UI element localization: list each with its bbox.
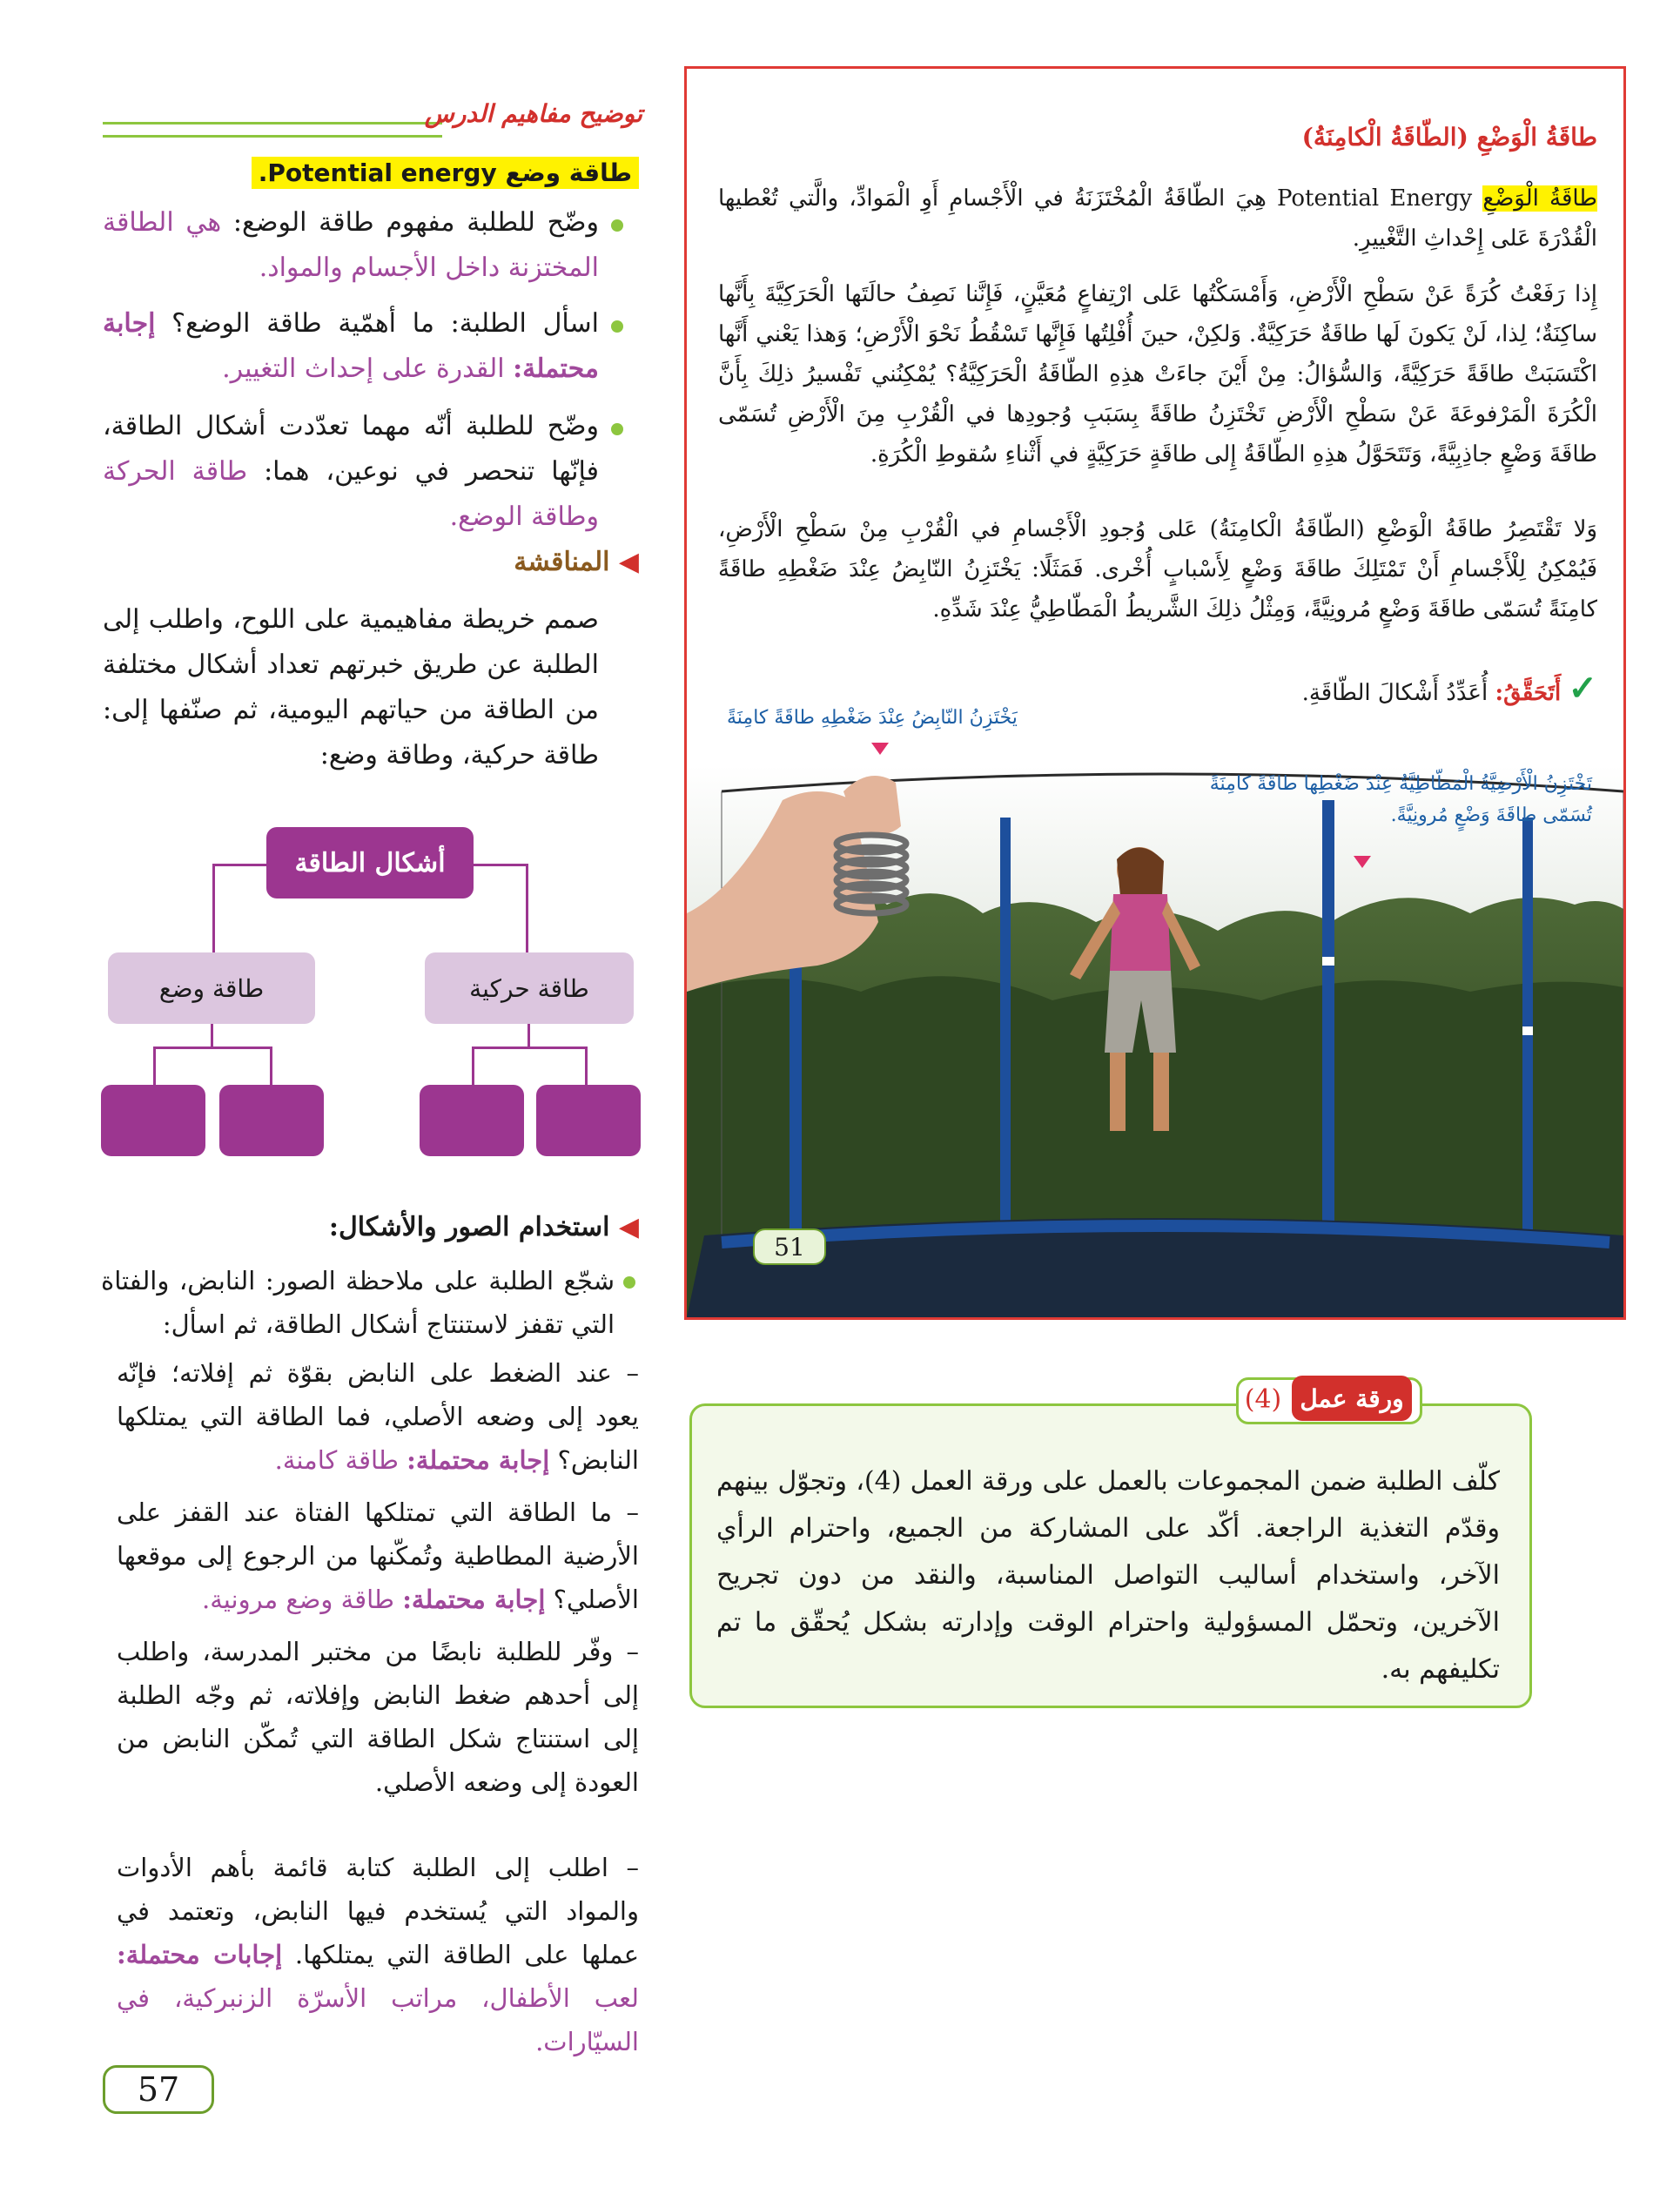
worksheet-badge: ورقة عمل (1292, 1376, 1412, 1421)
textbook-page (684, 66, 1626, 1320)
worksheet-number: (4) (1244, 1383, 1282, 1415)
bullet-dot (611, 320, 623, 333)
bullet-importance: اسأل الطلبة: ما أهمّية طاقة الوضع؟ إجابة محتملة: القدرة على إحداث التغيير. (103, 308, 599, 384)
map-empty-box (101, 1085, 205, 1156)
map-empty-box (219, 1085, 324, 1156)
activity-list: – اطلب إلى الطلبة كتابة قائمة بأهم الأدوات والمواد التي يُستخدم فيها النابض، وتعتمد في عملها على الطاقة التي يمتلكها. إجابات محتملة: لعب الأطفال، مراتب الأسرّة الزنبركية، في السيّارات. (117, 1853, 640, 2056)
trampoline-photo (687, 765, 1623, 1317)
textbook-page-number: 51 (753, 1228, 826, 1265)
potential-energy-title: طاقة وضع Potential energy. (252, 157, 639, 189)
bullet-dot (611, 219, 623, 232)
map-empty-box (536, 1085, 641, 1156)
bullet-forms: وضّح للطلبة أنّه مهما تعدّدت أشكال الطاقة، فإنّها تنحصر في نوعين، هما: طاقة الحركة وطاقة الوضع. (103, 411, 599, 532)
triangle-marker-icon: ◀ (618, 1212, 639, 1242)
question-spring: – عند الضغط على النابض بقوّة ثم إفلاته؛ فإنّه يعود إلى وضعه الأصلي، فما الطاقة التي يمتلكها النابض؟ إجابة محتملة: طاقة كامنة. (117, 1358, 640, 1475)
map-connector (211, 1024, 213, 1048)
caption-pointer-icon (871, 743, 889, 755)
textbook-paragraph-3: وَلا تَقْتَصِرُ طاقَةُ الْوَضْعِ (الطّاقَةُ الْكامِنَةُ) عَلى وُجودِ الْأَجْسامِ في الْقُرْبِ مِنْ سَطْحِ الْأَرْضِ، فَيُمْكِنُ لِلْأَجْسامِ أَنْ تَمْتَلِكَ طاقَةَ وَضْعٍ لِأَسْبابٍ أُخْرى. فَمَثَلًا: يَخْتَزِنُ النّابِضُ عِنْدَ ضَغْطِهِ طاقَةً كامِنَةً تُسَمّى طاقَةَ وَضْعٍ مُرونِيَّةً، وَمِثْلُ ذلِكَ الشَّريطُ الْمَطّاطِيُّ عِنْدَ شَدِّهِ. (718, 516, 1597, 623)
map-connector (270, 1047, 272, 1085)
map-connector (472, 1047, 587, 1049)
triangle-marker-icon: ◀ (618, 547, 639, 577)
map-potential-box: طاقة وضع (108, 952, 315, 1024)
map-kinetic-box: طاقة حركية (425, 952, 634, 1024)
textbook-paragraph-2: إِذا رَفَعْتُ كُرَةً عَنْ سَطْحِ الْأَرْضِ، وَأَمْسَكْتُها عَلى ارْتِفاعٍ مُعَيَّنٍ، فَإِنَّنا نَصِفُ حالَتَها الْحَرَكِيَّةَ بِأَنَّها ساكِنَةٌ؛ لِذا، لَنْ يَكونَ لَها طاقَةٌ حَرَكِيَّةٌ. وَلكِنْ، حينَ أُفْلِتُها فَإِنَّها تَسْقُطُ نَحْوَ الْأَرْضِ؛ وَهذا يَعْني أَنَّها اكْتَسَبَتْ طاقَةً حَرَكِيَّةً، وَالسُّؤالُ: مِنْ أَيْنَ جاءَتْ هذِهِ الطّاقَةُ الْحَرَكِيَّةُ؟ يُمْكِنُني تَفْسيرُ ذلِكَ بِأَنَّ الْكُرَةَ الْمَرْفوعَةَ عَنْ سَطْحِ الْأَرْضِ تَخْتَزِنُ طاقَةً بِسَبَبِ وُجودِها في الْقُرْبِ مِنَ الْأَرْضِ تُسَمّى طاقَةَ وَضْعٍ جاذِبِيَّةً، وَتَتَحَوَّلُ هذِهِ الطّاقَةُ إِلى طاقَةٍ حَرَكِيَّةٍ في أَثْناءِ سُقوطِ الْكُرَةِ. (718, 281, 1598, 468)
map-connector (526, 864, 528, 952)
map-connector (528, 1024, 530, 1048)
worksheet-text: كلّف الطلبة ضمن المجموعات بالعمل على ورقة العمل (4)، وتجوّل بينهم وقدّم التغذية الراجعة. أكّد على المشاركة من الجميع، واحترام الرأي الآخر، واستخدام أساليب التواصل المناسبة، والنقد من دون تجريح الآخرين، وتحمّل المسؤولية واحترام الوقت وإدارته بشكل يُحقّق ما تم تكليفهم به. (716, 1466, 1500, 1685)
images-intro: شجّع الطلبة على ملاحظة الصور: النابض، والفتاة التي تقفز لاستنتاج أشكال الطاقة، ثم اسأل: (101, 1266, 615, 1339)
activity-spring: – وفّر للطلبة نابضًا من مختبر المدرسة، واطلب إلى أحدهم ضغط النابض وإفلاته، ثم وجّه الطلبة إلى استنتاج شكل الطاقة التي تُمكّن النابض من العودة إلى وضعه الأصلي. (117, 1637, 639, 1797)
discussion-heading: ◀ المناقشة (514, 547, 639, 577)
bullet-concept: وضّح للطلبة مفهوم طاقة الوضع: هي الطاقة المختزنة داخل الأجسام والمواد. (103, 207, 599, 283)
textbook-paragraph-1: طاقَةُ الْوَضْعِ Potential Energy هِيَ الطّاقَةُ الْمُخْتَزَنَةُ في الْأَجْسامِ أَوِ الْمَوادِّ، والَّتي تُعْطيها الْقُدْرَةَ عَلى إِحْداثِ التَّغْييرِ. (718, 185, 1598, 252)
checkmark-icon: ✓ (1568, 668, 1597, 709)
map-root-box: أشكال الطاقة (266, 827, 474, 898)
header-title: توضيح مفاهيم الدرس (424, 99, 642, 128)
guide-page-number: 57 (103, 2065, 214, 2114)
map-empty-box (420, 1085, 524, 1156)
discussion-text: صمم خريطة مفاهيمية على اللوح، واطلب إلى الطلبة عن طريق خبرتهم تعداد أشكال مختلفة من الطاقة من حياتهم اليومية، ثم صنّفها إلى: طاقة حركية، وطاقة وضع: (103, 604, 599, 771)
header-rule (103, 122, 442, 138)
map-connector (153, 1047, 272, 1049)
map-connector (585, 1047, 588, 1085)
map-connector (472, 1047, 474, 1085)
section-header (103, 99, 642, 138)
worksheet-box (689, 1403, 1532, 1708)
bullet-dot (611, 423, 623, 435)
bullet-dot (623, 1276, 635, 1289)
textbook-title: طاقَةُ الْوَضْعِ (الطّاقَةُ الْكامِنَةُ) (1301, 123, 1597, 151)
question-girl: – ما الطاقة التي تمتلكها الفتاة عند القفز على الأرضية المطاطية وتُمكّنها من الرجوع إلى موقعها الأصلي؟ إجابة محتملة: طاقة وضع مرونية. (117, 1497, 640, 1614)
trampoline-caption: تَخْتَزِنُ الْأَرْضِيَّةُ الْمَطّاطِيَّةُ عِنْدَ ضَغْطِها طاقَةً كامِنَةً تُسَمّى طاقَةَ وَضْعٍ مُرونِيَّةً. (1209, 773, 1592, 826)
trampoline-illustration (687, 765, 1623, 1317)
map-connector (153, 1047, 156, 1085)
images-heading: ◀ استخدام الصور والأشكال: (328, 1212, 639, 1242)
spring-caption: يَخْتَزِنُ النّابِضُ عِنْدَ ضَغْطِهِ طاقَةً كامِنَةً (727, 707, 1018, 729)
map-connector (212, 864, 215, 952)
caption-pointer-icon (1354, 856, 1371, 868)
check-question: ✓ أَتَحَقَّقُ: أُعَدِّدُ أَشْكالَ الطّاقَةِ. (1301, 668, 1597, 709)
